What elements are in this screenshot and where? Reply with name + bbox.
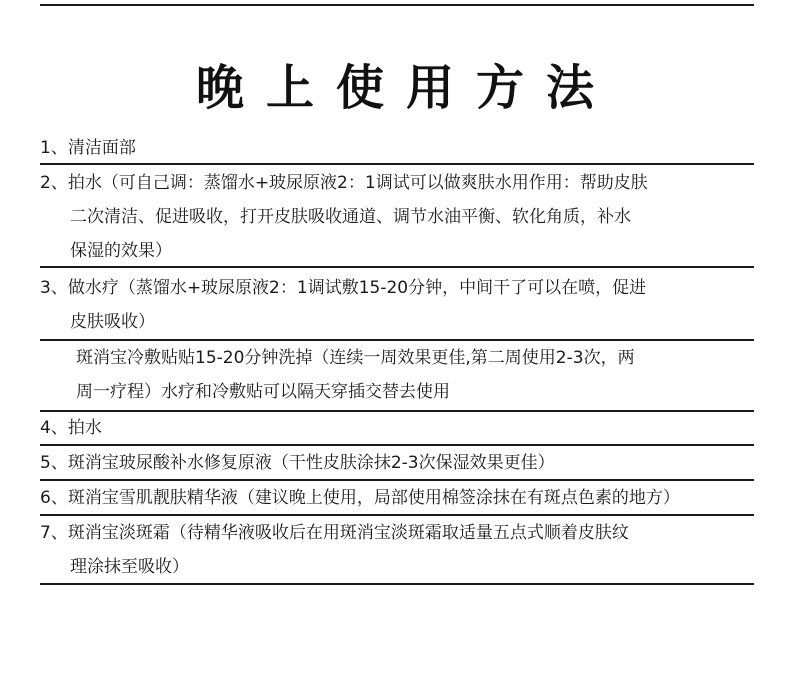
item-line: 二次清洁、促进吸收，打开皮肤吸收通道、调节水油平衡、软化角质，补水 — [70, 207, 631, 227]
list-item-5 — [40, 446, 754, 480]
item-line: 5、斑消宝玻尿酸补水修复原液（干性皮肤涂抹2-3次保湿效果更佳） — [40, 453, 555, 473]
item-line: 6、斑消宝雪肌靓肤精华液（建议晚上使用，局部使用棉签涂抹在有斑点色素的地方） — [40, 488, 680, 508]
item-line: 斑消宝冷敷贴贴15-20分钟洗掉（连续一周效果更佳,第二周使用2-3次，两 — [76, 348, 635, 368]
item-line: 3、做水疗（蒸馏水+玻尿原液2：1调试敷15-20分钟，中间干了可以在喷，促进 — [40, 278, 647, 298]
item-line: 皮肤吸收） — [70, 312, 155, 332]
divider — [40, 163, 754, 165]
divider — [40, 266, 754, 268]
item-line: 1、清洁面部 — [40, 138, 136, 158]
list-item-3 — [40, 271, 754, 339]
top-rule — [40, 4, 754, 6]
item-line: 2、拍水（可自己调：蒸馏水+玻尿原液2：1调试可以做爽肤水用作用：帮助皮肤 — [40, 173, 648, 193]
page-title: 晚上使用方法 — [195, 60, 616, 116]
bottom-divider — [40, 583, 754, 585]
list-item-2 — [40, 166, 754, 268]
list-item-note — [40, 341, 754, 409]
item-line: 4、拍水 — [40, 418, 102, 438]
item-line: 保湿的效果） — [70, 241, 172, 261]
list-item-7 — [40, 516, 754, 584]
list-item-1 — [40, 131, 754, 165]
list-item-6 — [40, 481, 754, 515]
item-line: 周一疗程）水疗和冷敷贴可以隔天穿插交替去使用 — [76, 382, 450, 402]
item-line: 理涂抹至吸收） — [70, 557, 189, 577]
item-line: 7、斑消宝淡斑霜（待精华液吸收后在用斑消宝淡斑霜取适量五点式顺着皮肤纹 — [40, 523, 629, 543]
list-item-4 — [40, 411, 754, 445]
